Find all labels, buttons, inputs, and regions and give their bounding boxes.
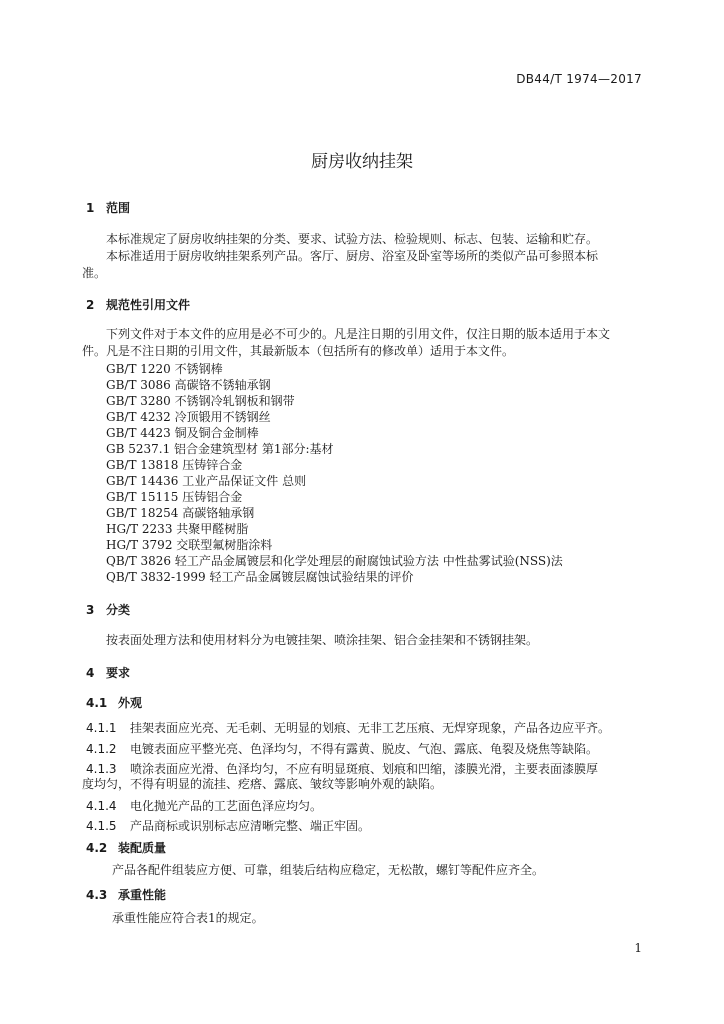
clause-number: 4.1.4 (86, 799, 117, 813)
clause-4-1-1 (86, 719, 610, 736)
section-4-heading (86, 664, 130, 681)
clause-text: 挂架表面应光亮、无毛刺、无明显的划痕、无非工艺压痕、无焊穿现象，产品各边应平齐。 (130, 721, 611, 735)
subsection-number: 4.3 (86, 888, 108, 902)
paragraph-continuation: 件。凡是不注日期的引用文件，其最新版本（包括所有的修改单）适用于本文件。 (82, 344, 515, 358)
subsection-number: 4.1 (86, 696, 108, 710)
section-number: 3 (86, 603, 95, 617)
section-title: 范围 (106, 201, 131, 215)
reference-item: GB/T 4423 铜及铜合金制棒 (106, 426, 259, 440)
reference-item: HG/T 3792 交联型氟树脂涂料 (106, 538, 273, 552)
clause-4-1-4 (86, 797, 322, 814)
paragraph: 本标准适用于厨房收纳挂架系列产品。客厅、厨房、浴室及卧室等场所的类似产品可参照本标 (106, 249, 599, 263)
clause-number: 4.1.5 (86, 819, 117, 833)
paragraph: 承重性能应符合表1的规定。 (112, 911, 264, 925)
clause-number: 4.1.2 (86, 742, 117, 756)
reference-item: GB 5237.1 铝合金建筑型材 第1部分:基材 (106, 442, 334, 456)
clause-text: 产品商标或识别标志应清晰完整、端正牢固。 (130, 819, 371, 833)
reference-item: GB/T 18254 高碳铬轴承钢 (106, 506, 255, 520)
document-code: DB44/T 1974—2017 (516, 72, 642, 86)
section-title: 规范性引用文件 (106, 298, 191, 312)
clause-number: 4.1.1 (86, 721, 117, 735)
clause-4-1-2 (86, 740, 598, 757)
reference-item: QB/T 3826 轻工产品金属镀层和化学处理层的耐腐蚀试验方法 中性盐雾试验(NSS)法 (106, 554, 563, 568)
section-3-heading (86, 601, 130, 618)
subsection-title: 装配质量 (118, 841, 167, 855)
reference-item: GB/T 13818 压铸锌合金 (106, 458, 243, 472)
clause-text: 电化抛光产品的工艺面色泽应均匀。 (130, 799, 323, 813)
reference-item: HG/T 2233 共聚甲醛树脂 (106, 522, 249, 536)
subsection-title: 承重性能 (118, 888, 167, 902)
section-number: 1 (86, 201, 95, 215)
paragraph: 产品各配件组装应方便、可靠，组装后结构应稳定，无松散，螺钉等配件应齐全。 (112, 863, 545, 877)
page-number: 1 (634, 941, 642, 955)
reference-item: QB/T 3832-1999 轻工产品金属镀层腐蚀试验结果的评价 (106, 570, 414, 584)
paragraph-continuation: 准。 (82, 266, 107, 280)
paragraph: 本标准规定了厨房收纳挂架的分类、要求、试验方法、检验规则、标志、包装、运输和贮存。 (106, 232, 599, 246)
reference-item: GB/T 15115 压铸铝合金 (106, 490, 243, 504)
reference-item: GB/T 4232 冷顶锻用不锈钢丝 (106, 410, 271, 424)
clause-continuation: 度均匀，不得有明显的流挂、疙瘩、露底、皱纹等影响外观的缺陷。 (82, 777, 443, 791)
clause-number: 4.1.3 (86, 762, 117, 776)
subsection-4-2-heading (86, 839, 166, 856)
clause-4-1-3 (86, 760, 598, 777)
paragraph: 按表面处理方法和使用材料分为电镀挂架、喷涂挂架、铝合金挂架和不锈钢挂架。 (106, 633, 539, 647)
clause-text: 喷涂表面应光滑、色泽均匀，不应有明显斑痕、划痕和凹缩，漆膜光滑，主要表面漆膜厚 (130, 762, 599, 776)
clause-text: 电镀表面应平整光亮、色泽均匀，不得有露黄、脱皮、气泡、露底、龟裂及烧焦等缺陷。 (130, 742, 599, 756)
section-number: 2 (86, 298, 95, 312)
subsection-4-1-heading (86, 694, 142, 711)
section-2-heading (86, 296, 190, 313)
reference-item: GB/T 3086 高碳铬不锈轴承钢 (106, 378, 271, 392)
section-1-heading (86, 199, 130, 216)
section-number: 4 (86, 666, 95, 680)
document-title: 厨房收纳挂架 (311, 152, 413, 172)
reference-item: GB/T 3280 不锈钢冷轧钢板和钢带 (106, 394, 295, 408)
reference-item: GB/T 1220 不锈钢棒 (106, 362, 223, 376)
subsection-title: 外观 (118, 696, 143, 710)
subsection-4-3-heading (86, 886, 166, 903)
clause-4-1-5 (86, 817, 370, 834)
section-title: 要求 (106, 666, 131, 680)
section-title: 分类 (106, 603, 131, 617)
subsection-number: 4.2 (86, 841, 108, 855)
paragraph: 下列文件对于本文件的应用是必不可少的。凡是注日期的引用文件，仅注日期的版本适用于本文 (106, 327, 611, 341)
reference-item: GB/T 14436 工业产品保证文件 总则 (106, 474, 307, 488)
